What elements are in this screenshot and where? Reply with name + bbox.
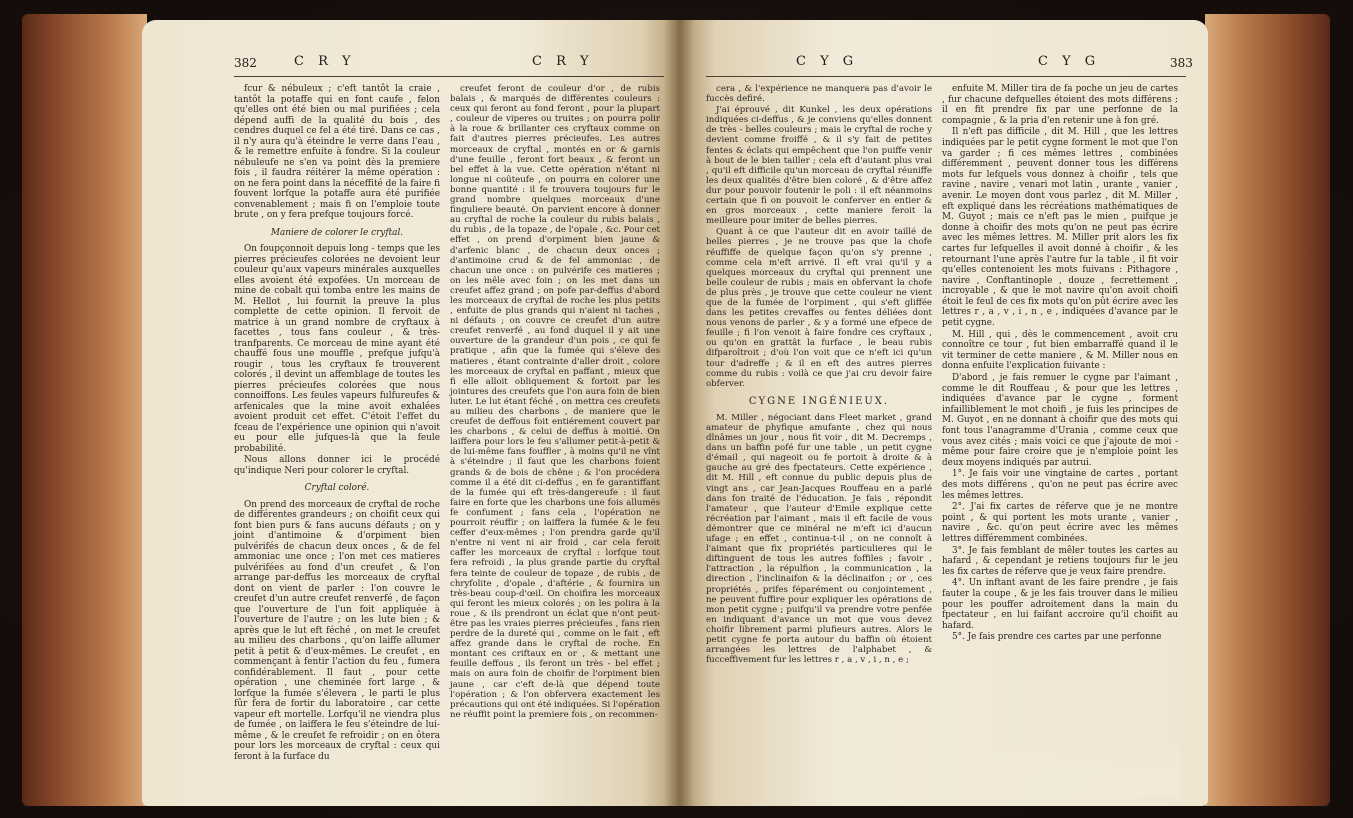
text-column-2	[942, 84, 1178, 644]
paragraph: 3°. Je fais femblant de mêler toutes les cartes au hafard , & cependant je retiens toujours fur le jeu les fix cartes de réferve que je veux faire prendre.	[942, 545, 1178, 577]
text-column-1	[234, 84, 440, 763]
subheading: Cryftal coloré.	[304, 483, 370, 493]
paragraph: Il n'eft pas difficile , dit M. Hill , que les lettres indiquées par le petit cygne forment le mot que l'on va garder ; fi ces mêmes lettres , combinées différemment , peuvent donner tous les différens mots fur lefquels vous donnez à choifir , tels que ravine , navire , venari mot latin , urante , vanier , avenir. Le moyen dont vous parlez , dit M. Miller , eft expliqué dans les récréations mathématiques de M. Guyot ; mais ce n'eft pas le mien , puifque je donne à choifir des mots qu'on ne peut pas écrire avec les mêmes lettres. M. Miller prit alors les fix cartes fur lefquelles il avoit donné à choifir , & les retournant l'une après l'autre fur la table , il fit voir qu'elles contenoient les mots fuivans : Pithagore , navire , Conftantinople , douze , fecrettement , incroyable , & que le mot navire qu'on avoit choifi étoit le feul de ces fix mots qu'on pût écrire avec les lettres r , a , v , i , n , e , indiquées d'avance par le petit cygne.	[942, 127, 1178, 329]
paragraph: On foupçonnoit depuis long - temps que les pierres précieufes colorées ne devoient leur couleur qu'aux vapeurs minérales auxquelles elles avoient été expofées. Un morceau de mine de cobalt qui tomba entre les mains de M. Hellot , lui fournit la preuve la plus complette de cette opinion. Il fervoit de matrice à un grand nombre de cryftaux à facettes , tous fans couleur , & très-tranfparents. Ce morceau de mine ayant été chauffé fous une mouffle , prefque jufqu'à rougir , tous les cryftaux fe trouverent colorés , il devint un affemblage de toutes les pierres précieufes colorées que nous connoiffons. Les feules vapeurs fulfureufes & arfenicales que la mine avoit exhalées avoient produit cet effet. C'étoit l'effet du fceau de l'expérience une opinion qui n'avoit eu pour elle jufques-là que la feule probabilité.	[234, 244, 440, 454]
left-page	[142, 20, 678, 806]
running-head-right: C R Y	[532, 54, 594, 69]
paragraph: 4°. Un inftant avant de les faire prendre , je fais fauter la coupe , & je les fais trouver dans le milieu pour les pouffer adroitement dans la main du fpectateur , en lui faifant accroire qu'il choifit au hafard.	[942, 578, 1178, 631]
right-page	[678, 20, 1208, 806]
head-rule	[706, 76, 1186, 77]
paragraph: 2°. J'ai fix cartes de réferve que je ne montre point , & qui portent les mots urante , vanier , navire , &c. qu'on peut écrire avec les mêmes lettres différemment combinées.	[942, 502, 1178, 544]
paragraph: D'abord , je fais remuer le cygne par l'aimant , comme le dit Rouffeau , & pour que les lettres , indiquées d'avance par le cygne , forment infailliblement le mot choifi , je fuis les principes de M. Guyot , en ne donnant à choifir que des mots qui font tous l'anagramme d'Urania , comme ceux que vous avez cités ; mais voici ce que j'ajoute de moi - même pour faire croire que je n'emploie point les deux moyens indiqués par autrui.	[942, 373, 1178, 468]
paragraph: Nous allons donner ici le procédé qu'indique Neri pour colorer le cryftal.	[234, 455, 440, 476]
page-number: 383	[1170, 56, 1193, 70]
running-head-right: C Y G	[1038, 54, 1101, 69]
text-column-2	[450, 84, 660, 721]
paragraph: M. Miller , négociant dans Fleet market , grand amateur de phyfique amufante , chez qui nous dînâmes un jour , nous fit voir , dit M. Decremps , dans un baffin pofé fur une table , un petit cygne d'émail , qui nageoit ou fe portoit à droite & à gauche au gré des fpectateurs. Cette expérience , dit M. Hill , eft connue du public depuis plus de vingt ans , car Jean-Jacques Rouffeau en a parlé dans fon traité de l'éducation. Je fais , répondit l'amateur , que l'auteur d'Emile explique cette récréation par l'aimant , mais il eft facile de vous démontrer que ce minéral ne m'eft ici d'aucun ufage ; en effet , continua-t-il , on ne connoît à l'aimant que fix propriétés particulieres qui le diftinguent de tous les autres foffiles ; favoir , l'attraction , la répulfion , la communication , la direction , l'inclinaifon & la déclinaifon ; or , ces propriétés , prifes féparément ou conjointement , ne peuvent fuffire pour expliquer les opérations de mon petit cygne ; puifqu'il va prendre votre penfée en indiquant d'avance un mot que vous devez choifir librement parmi plufieurs autres. Alors le petit cygne fe porta autour du baffin où étoient arrangées les lettres de l'alphabet , & fucceffivement fur les lettres r , a , v , i , n , e ;	[706, 412, 932, 666]
page-number: 382	[234, 56, 257, 70]
book-gutter	[664, 20, 694, 806]
paragraph: 1°. Je fais voir une vingtaine de cartes , portant des mots différens , qu'on ne peut pas écrire avec les mêmes lettres.	[942, 469, 1178, 501]
text-column-1	[706, 84, 932, 666]
paragraph: cera , & l'expérience ne manquera pas d'avoir le fuccès defiré.	[706, 84, 932, 105]
page-shadow	[980, 738, 1180, 798]
running-head-left: C Y G	[796, 54, 859, 69]
running-head-left: C R Y	[294, 54, 356, 69]
paragraph: fcur & nébuleux ; c'eft tantôt la craie , tantôt la potaffe qui en font caufe , felon qu'elles ont été bien ou mal purifiées ; cela dépend auffi de la qualité du bois , des cendres duquel ce fel a été tiré. Dans ce cas , il n'y aura qu'à éteindre le verre dans l'eau , & le remettre enfuite à fondre. Si la couleur nébuleufe ne s'en va point dès la premiere fois , il faudra réitérer la même opération : on ne fera point dans la néceffité de la faire fi fouvent lorfque la potaffe aura été purifiée convenablement ; mais fi on l'emploie toute brute , on y fera prefque toujours forcé.	[234, 84, 440, 220]
paragraph: On prend des morceaux de cryftal de roche de différentes grandeurs ; on choifit ceux qui font bien purs & fans aucuns défauts ; on y joint d'antimoine & d'orpiment bien pulvérifés de chacun deux onces , & de fel ammoniac une once ; l'on met ces matieres pulvérifées au fond d'un creufet , & l'on arrange par-deffus les morceaux de cryftal dont on vient de parler : l'on couvre le creufet d'un autre creufet renverfé , de façon que l'ouverture de l'un foit appliquée à l'ouverture de l'autre ; on les lute bien ; & après que le lut eft féché , on met le creufet au milieu des charbons , qu'on laiffe allumer petit à petit & d'eux-mêmes. Le creufet , en commençant à fentir l'action du feu , fumera confidérablement. Il faut , pour cette opération , une cheminée fort large , & lorfque la fumée s'élevera , le parti le plus fûr fera de fortir du laboratoire , car cette vapeur eft mortelle. Lorfqu'il ne viendra plus de fumée , on laiffera le feu s'éteindre de lui-même , & le creufet fe refroidir ; on en ôtera pour lors les morceaux de cryftal : ceux qui feront à la furface du	[234, 499, 440, 762]
page-stack-left	[22, 14, 147, 806]
paragraph: creufet feront de couleur d'or , de rubis balais , & marqués de différentes couleurs : ceux qui feront au fond feront , pour la plupart , couleur de viperes ou truites ; on pourra polir à la roue & brillanter ces cryftaux comme on fait d'autres pierres précieufes. Les autres morceaux de cryftal , montés en or & garnis d'une feuille , feront fort beaux , & feront un bel effet à la vue. Cette opération n'étant ni longue ni coûteufe , on pourra en colorer une bonne quantité : il fe trouvera toujours fur le grand nombre quelques morceaux d'une finguliere beauté. On parvient encore à donner au cryftal de roche la couleur du rubis balais , du rubis , de la topaze , de l'opale , &c. Pour cet effet , on prend d'orpiment bien jaune & d'arfenic blanc , de chacun deux onces ; d'antimoine crud & de fel ammoniac , de chacun une once : on pulvérife ces matieres ; on les mêle avec foin ; on les met dans un creufet affez grand ; on pofe par-deffus d'abord les morceaux de cryftal de roche les plus petits , enfuite de plus grands qui n'aient ni taches , ni défauts ; on couvre ce creufet d'un autre creufet renverfé , au fond duquel il y ait une ouverture de la grandeur d'un pois , ce qui fe pratique , afin que la fumée qui s'éleve des matieres , étant contrainte d'aller droit , colore les morceaux de cryftal en paffant , mieux que fi elle alloit obliquement & fortoit par les jointures des creufets que l'on aura foin de bien luter. Le lut étant féché , on mettra ces creufets au milieu des charbons , de maniere que le creufet de deffous foit entiérement couvert par les charbons , & celui de deffus à moitié. On laiffera pour lors le feu s'allumer petit-à-petit & de lui-même fans fouffler , à moins qu'il ne vînt à s'éteindre ; il faut que les charbons foient grands & de bois de chêne ; & l'on procédera comme il a été dit ci-deffus , en fe garantiffant de la fumée qui eft très-dangereufe : il faut faire en forte que les charbons une fois allumés fe confument ; fans cela , l'opération ne pourroit réuffir ; on laiffera la fumée & le feu ceffer d'eux-mêmes ; l'on prendra garde qu'il n'entre ni vent ni air froid , car cela feroit caffer les morceaux de cryftal : lorfque tout fera refroidi , la plus grande partie du cryftal fera teinte de couleur de topaze , de rubis , de chryfolite , d'opale , d'aftérie , & fournira un très-beau coup-d'œil. On choifira les morceaux qui feront les mieux colorés ; on les polira à la roue , & ils prendront un éclat que n'ont peut-être pas les vraies pierres précieufes , fans rien perdre de la dureté qui , comme on le fait , eft affez grande dans le cryftal de roche. En montant ces criftaux en or , & mettant une feuille deffous , ils feront un très - bel effet ; mais on aura foin de choifir de l'orpiment bien jaune , car c'eft de-là que dépend toute l'opération ; & l'on obfervera exactement les précautions qui ont été indiquées. Si l'opération ne réuffit point la premiere fois , on recommen-	[450, 84, 660, 720]
subheading: Maniere de colorer le cryftal.	[270, 227, 404, 238]
paragraph: J'ai éprouvé , dit Kunkel , les deux opérations indiquées ci-deffus , & je conviens qu'elles donnent de très - belles couleurs ; mais le cryftal de roche y devient comme froiffé , & il s'y fait de petites fentes & éclats qui empêchent que l'on puiffe venir à bout de le bien tailler ; cela eft d'autant plus vrai , qu'il eft difficile qu'un morceau de cryftal réuniffe les deux qualités d'être bien coloré , & d'être affez dur pour pouvoir foutenir le poli : il eft néanmoins certain que fi on pouvoit le conferver en entier & en gros morceaux , cette maniere feroit la meilleure pour imiter de belles pierres.	[706, 105, 932, 227]
paragraph: Quant à ce que l'auteur dit en avoir taillé de belles pierres , je ne trouve pas que la chofe réuffiffe de quelque façon qu'on s'y prenne , comme cela m'eft arrivé. Il eft vrai qu'il y a quelques morceaux du cryftal qui prennent une belle couleur de rubis ; mais en obfervant la chofe de plus près , je trouve que cette couleur ne vient que de la fumée de l'orpiment , qui s'eft gliffée dans les petites crevaffes ou fentes déliées dont nous venons de parler , & y a formé une efpece de feuille ; fi l'on venoit à faire fondre ces cryftaux , ou qu'on en grattât la furface , le beau rubis difparoîtroit ; d'où l'on voit que ce n'eft ici qu'un tour d'adreffe ; & il en eft des autres pierres comme du rubis : voilà ce que j'ai cru devoir faire obferver.	[706, 227, 932, 389]
paragraph: enfuite M. Miller tira de fa poche un jeu de cartes , fur chacune defquelles étoient des mots différens ; il en fit prendre fix par une perfonne de la compagnie , & la pria d'en retenir une à fon gré.	[942, 84, 1178, 126]
paragraph: 5°. Je fais prendre ces cartes par une perfonne	[952, 632, 1162, 643]
head-rule	[234, 76, 664, 77]
section-heading: CYGNE INGÉNIEUX.	[748, 395, 890, 407]
paragraph: M. Hill , qui , dès le commencement , avoit cru connoître ce tour , fut bien embarraffé quand il le vit terminer de cette maniere , & M. Miller nous en donna enfuite l'explication fuivante :	[942, 329, 1178, 372]
page-stack-right	[1205, 14, 1330, 806]
